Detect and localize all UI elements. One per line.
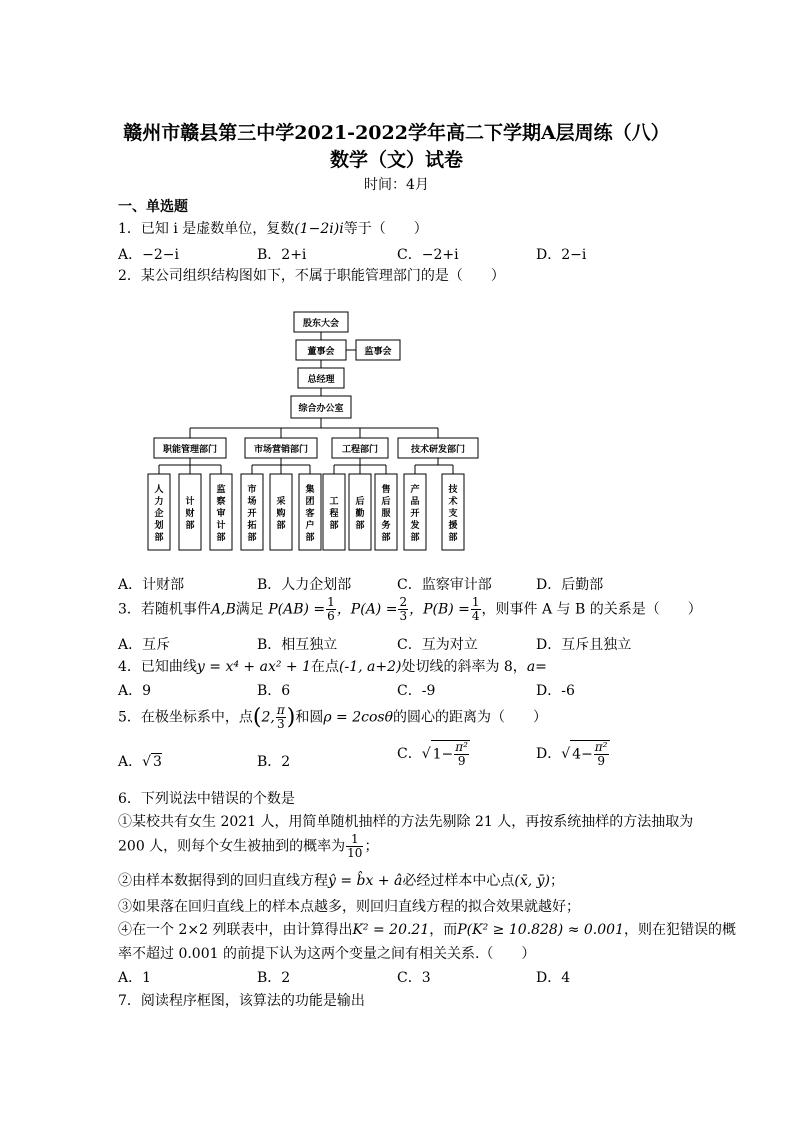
org-dept-label: 工程部门 xyxy=(341,445,379,455)
q6-option-d[interactable]: D．4 xyxy=(536,970,571,986)
q6-s1b-text: 200 人，则每个女生被抽到的概率为 xyxy=(118,838,346,855)
q6-s4b-text: ，而 xyxy=(429,922,458,938)
org-sub-label: 产品开发部 xyxy=(410,485,420,543)
fraction-denominator: 9 xyxy=(457,754,466,768)
org-chart xyxy=(140,300,480,560)
q3-satisfy: 满足 xyxy=(235,601,264,618)
q4-option-c[interactable]: C．-9 xyxy=(397,683,436,699)
q6-statement-1a: ①某校共有女生 2021 人，用简单随机抽样的方法先剔除 21 人，再按系统抽样的方法抽取为 xyxy=(118,814,694,830)
org-sub-label: 集团客户部 xyxy=(305,485,315,543)
org-sub-label: 技术支援部 xyxy=(448,485,458,543)
q6-s4a-text: ④在一个 2×2 列联表中，由计算得出 xyxy=(118,922,353,938)
fraction-denominator: 10 xyxy=(347,846,363,860)
q4-point: (-1, a+2) xyxy=(339,659,402,675)
org-sub-label: 工程部 xyxy=(329,497,339,531)
question-5: 5．在极坐标系中，点(2, $\frac{\pi}{3}$ )和圆ρ = 2cosθ的圆心的距离为（ ） xyxy=(118,703,548,731)
q5-option-b[interactable] xyxy=(257,751,290,771)
org-label-top: 股东大会 xyxy=(302,319,340,329)
q5-tail: 的圆心的距离为（ ） xyxy=(393,709,548,726)
q5-option-c[interactable]: C．√ 1− $\frac{\text{π²}}{9}$ xyxy=(397,740,468,768)
org-sub-label: 后勤部 xyxy=(355,497,365,531)
org-label-supervisory: 监事会 xyxy=(364,347,392,357)
fraction-denominator: 4 xyxy=(471,609,480,623)
q1-option-a[interactable]: A．−2−i xyxy=(118,247,179,263)
q3-pa-fraction xyxy=(398,596,408,623)
org-sub-label: 售后服务部 xyxy=(381,485,391,543)
q5-point-fraction xyxy=(276,704,286,731)
fraction-denominator: 9 xyxy=(597,754,605,768)
q2-option-a[interactable]: A．计财部 xyxy=(118,577,185,593)
fraction-numerator: π² xyxy=(455,740,468,754)
q6-s2-equation: ŷ = b̂x + â xyxy=(328,873,403,889)
q3-pab-fraction xyxy=(326,596,336,623)
question-7: 7．阅读程序框图，该算法的功能是输出 xyxy=(118,993,365,1009)
q6-option-c[interactable]: C．3 xyxy=(397,970,431,986)
q5-c-fraction xyxy=(454,741,469,768)
q4-option-b[interactable]: B．6 xyxy=(257,683,291,699)
exam-time: 时间：4月 xyxy=(364,177,429,193)
fraction-numerator: 2 xyxy=(399,595,408,609)
option-label: C． xyxy=(397,746,422,762)
org-sub-label: 监察审计部 xyxy=(216,485,226,543)
fraction-numerator: π xyxy=(276,703,285,717)
question-1 xyxy=(118,218,428,238)
option-label: D． xyxy=(536,746,562,762)
q2-option-c[interactable]: C．监察审计部 xyxy=(397,577,492,593)
q3-pb: ，P(B) = xyxy=(409,601,470,618)
q3-tail: ，则事件 A 与 B 的关系是（ ） xyxy=(481,601,702,618)
section-heading: 一、单选题 xyxy=(118,199,188,215)
q6-option-b[interactable]: B．2 xyxy=(257,970,291,986)
q3-pab: P(AB) = xyxy=(268,601,326,618)
q3-lead: 3．若随机事件 xyxy=(118,601,211,618)
q6-s4c-text: ，则在犯错误的概 xyxy=(623,922,736,938)
org-label-office: 综合办公室 xyxy=(298,404,344,414)
q3-pa: ，P(A) = xyxy=(336,601,398,618)
q5-circle: ρ = 2cosθ xyxy=(323,709,394,726)
org-sub-label: 市场开拓部 xyxy=(247,485,257,543)
fraction-numerator: 1 xyxy=(346,833,363,847)
q6-s2a-text: ②由样本数据得到的回归直线方程 xyxy=(118,873,328,889)
org-sub-label: 采购部 xyxy=(276,497,286,531)
q1-option-c[interactable]: C．−2+i xyxy=(397,247,459,263)
q5-mid: 和圆 xyxy=(295,709,324,726)
q5-point-a: 2, xyxy=(261,709,275,726)
q6-statement-4a xyxy=(118,919,736,939)
org-label-board: 董事会 xyxy=(307,347,335,357)
q2-option-d[interactable]: D．后勤部 xyxy=(536,577,604,593)
question-4 xyxy=(118,656,547,676)
q3-pb-fraction xyxy=(471,596,481,623)
q6-s2-point: (x̄, ȳ) xyxy=(514,873,551,889)
q6-s4-k: K² = 20.21 xyxy=(352,922,430,938)
q4-mid: 在点 xyxy=(311,659,339,675)
q3-option-a[interactable]: A．互斥 xyxy=(118,637,171,653)
fraction-denominator: 3 xyxy=(399,609,408,623)
q3-option-d[interactable]: D．互斥且独立 xyxy=(536,637,632,653)
question-2: 2．某公司组织结构图如下，不属于职能管理部门的是（ ） xyxy=(118,268,505,284)
fraction-numerator: 1 xyxy=(327,595,335,609)
q6-s4-p: P(K² ≥ 10.828) ≈ 0.001 xyxy=(457,922,624,938)
fraction-denominator: 3 xyxy=(277,717,285,731)
q2-option-b[interactable]: B．人力企划部 xyxy=(257,577,352,593)
sqrt-radicand: 4− xyxy=(572,746,593,763)
question-6: 6．下列说法中错误的个数是 xyxy=(118,791,295,807)
q6-s1-end: ； xyxy=(364,838,379,855)
q6-statement-2 xyxy=(118,870,564,890)
q1-option-b[interactable]: B．2+i xyxy=(257,247,307,263)
q4-ask: a= xyxy=(526,659,547,675)
org-sub-label: 人力企划部 xyxy=(154,485,164,543)
q5-lead: 5．在极坐标系中，点 xyxy=(118,709,253,726)
q5-d-fraction xyxy=(594,741,609,768)
q1-stem-a: 1．已知 i 是虚数单位，复数 xyxy=(118,221,295,237)
q6-s2-end: ； xyxy=(550,873,565,889)
org-sub-label: 计财部 xyxy=(185,497,195,531)
option-label: A． xyxy=(118,754,143,770)
q5-option-d[interactable]: D．√ 4− $\frac{\text{π²}}{9}$ xyxy=(536,740,608,768)
fraction-numerator: 1 xyxy=(471,595,480,609)
q1-stem-b: 等于（ ） xyxy=(343,221,428,237)
q6-option-a[interactable]: A．1 xyxy=(118,970,152,986)
q3-option-c[interactable]: C．互为对立 xyxy=(397,637,478,653)
fraction-numerator: π² xyxy=(594,740,608,754)
org-dept-label: 职能管理部门 xyxy=(162,445,218,455)
q6-statement-3: ③如果落在回归直线上的样本点越多，则回归直线方程的拟合效果就越好； xyxy=(118,899,580,915)
question-3 xyxy=(118,596,702,623)
org-dept-label: 技术研发部门 xyxy=(410,445,466,455)
exam-title-line1: 赣州市赣县第三中学2021-2022学年高二下学期A层周练（八） xyxy=(123,122,670,144)
fraction-denominator: 6 xyxy=(327,609,335,623)
org-dept-label: 市场营销部门 xyxy=(253,445,309,455)
q3-option-b[interactable]: B．相互独立 xyxy=(257,637,338,653)
q4-curve: y = x⁴ + ax² + 1 xyxy=(196,659,311,675)
exam-title-line2: 数学（文）试卷 xyxy=(329,149,463,171)
q5-option-a[interactable]: A．√ 3 xyxy=(118,754,162,770)
q1-option-d[interactable]: D．2−i xyxy=(536,247,587,263)
sqrt-radicand: 3 xyxy=(153,754,162,770)
q1-expr: (1−2i)i xyxy=(294,221,344,237)
org-label-gm: 总经理 xyxy=(307,375,335,385)
q4-option-a[interactable]: A．9 xyxy=(118,683,152,699)
option-label: B． xyxy=(257,754,282,770)
q4-lead: 4．已知曲线 xyxy=(118,659,197,675)
q4-option-d[interactable]: D．-6 xyxy=(536,683,575,699)
q4-tail: 处切线的斜率为 8， xyxy=(401,659,527,675)
q6-s2b-text: 必经过样本中心点 xyxy=(402,873,515,889)
q6-s1-fraction xyxy=(346,833,363,860)
option-text: 2 xyxy=(281,754,291,770)
q3-events: A,B xyxy=(210,601,236,618)
sqrt-radicand: 1− xyxy=(432,746,454,763)
q6-statement-4b: 率不超过 0.001 的前提下认为这两个变量之间有相关关系.（ ） xyxy=(118,946,536,962)
q6-statement-1b xyxy=(118,833,378,860)
